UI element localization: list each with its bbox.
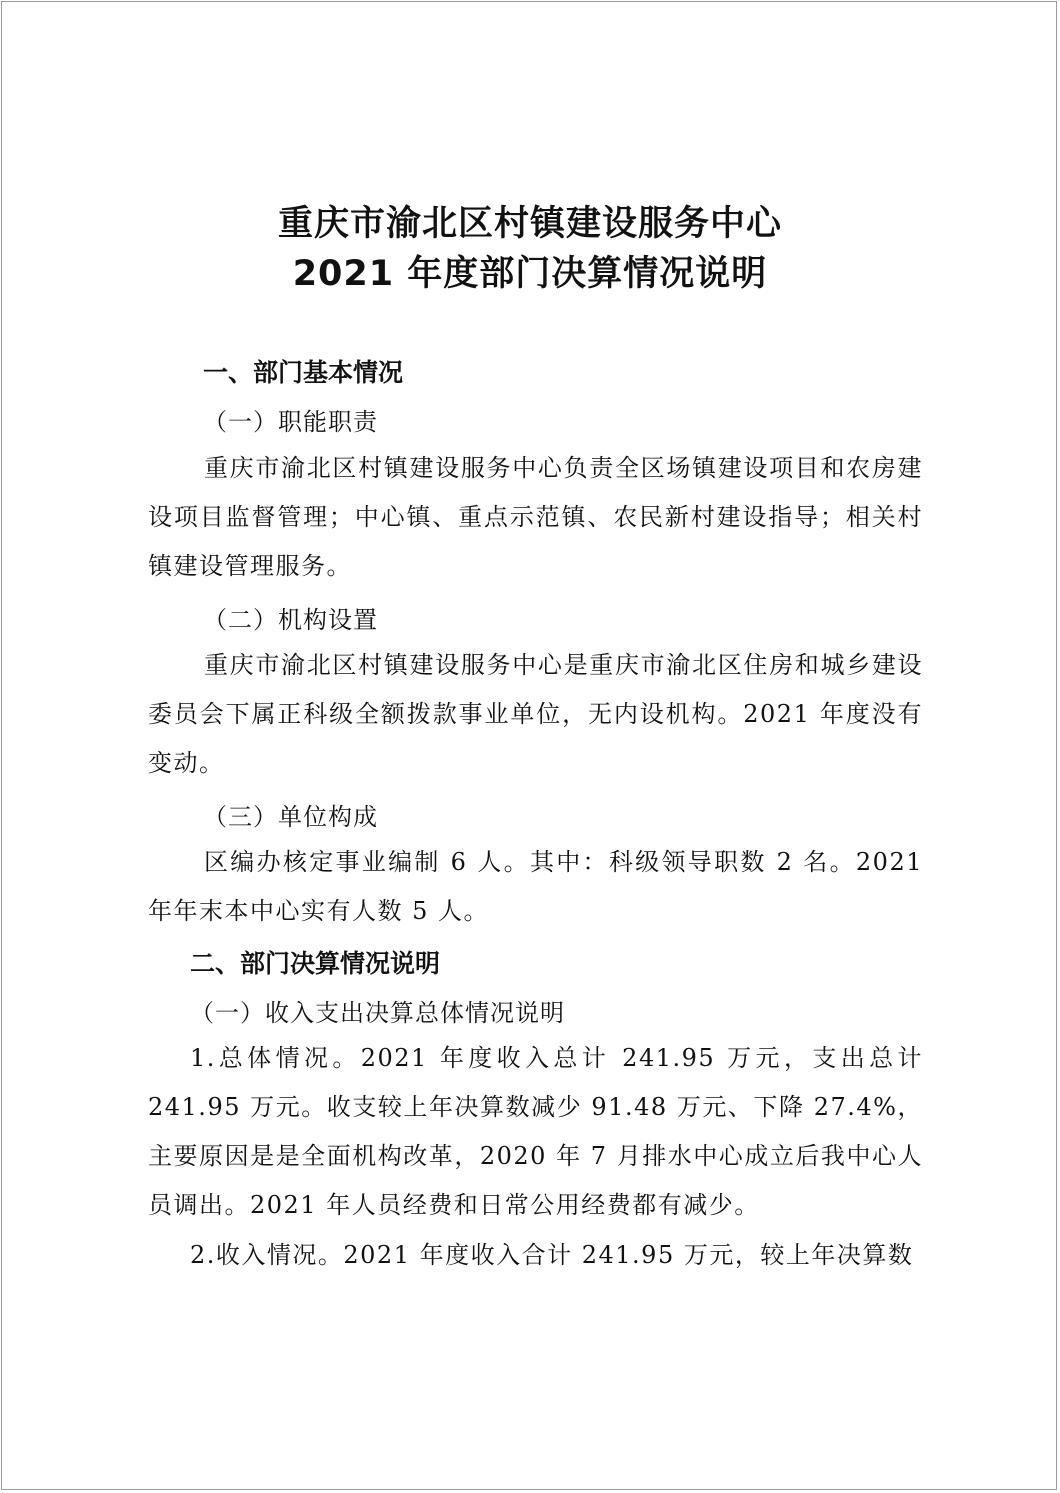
subsection-heading-composition: （三）单位构成 bbox=[203, 803, 378, 831]
subsection-heading-organization: （二）机构设置 bbox=[203, 606, 378, 634]
section-heading-final-accounts: 二、部门决算情况说明 bbox=[190, 949, 441, 978]
subsection-heading-functions: （一）职能职责 bbox=[203, 408, 378, 436]
paragraph-overall: 1.总体情况。2021 年度收入总计 241.95 万元，支出总计 241.95 万元。收支较上年决算数减少 91.48 万元、下降 27.4%，主要原因是是全面机构改革，2020 年 7 月排水中心成立后我中心人员调出。2021 年人员经费和日常公用经费都有减少。 bbox=[148, 1044, 923, 1219]
document-title-line1: 重庆市渝北区村镇建设服务中心 bbox=[277, 204, 782, 244]
section-heading-basic-info: 一、部门基本情况 bbox=[203, 358, 404, 387]
paragraph-composition: 区编办核定事业编制 6 人。其中：科级领导职数 2 名。2021 年年末本中心实有人数 5 人。 bbox=[148, 848, 923, 925]
paragraph-organization: 重庆市渝北区村镇建设服务中心是重庆市渝北区住房和城乡建设委员会下属正科级全额拨款事业单位，无内设机构。2021 年度没有变动。 bbox=[148, 651, 923, 777]
paragraph-income: 2.收入情况。2021 年度收入合计 241.95 万元，较上年决算数 bbox=[190, 1241, 914, 1269]
document-title-line2: 2021 年度部门决算情况说明 bbox=[292, 254, 768, 294]
paragraph-functions: 重庆市渝北区村镇建设服务中心负责全区场镇建设项目和农房建设项目监督管理；中心镇、重点示范镇、农民新村建设指导；相关村镇建设管理服务。 bbox=[148, 454, 923, 580]
subsection-heading-overall: （一）收入支出决算总体情况说明 bbox=[190, 999, 565, 1027]
